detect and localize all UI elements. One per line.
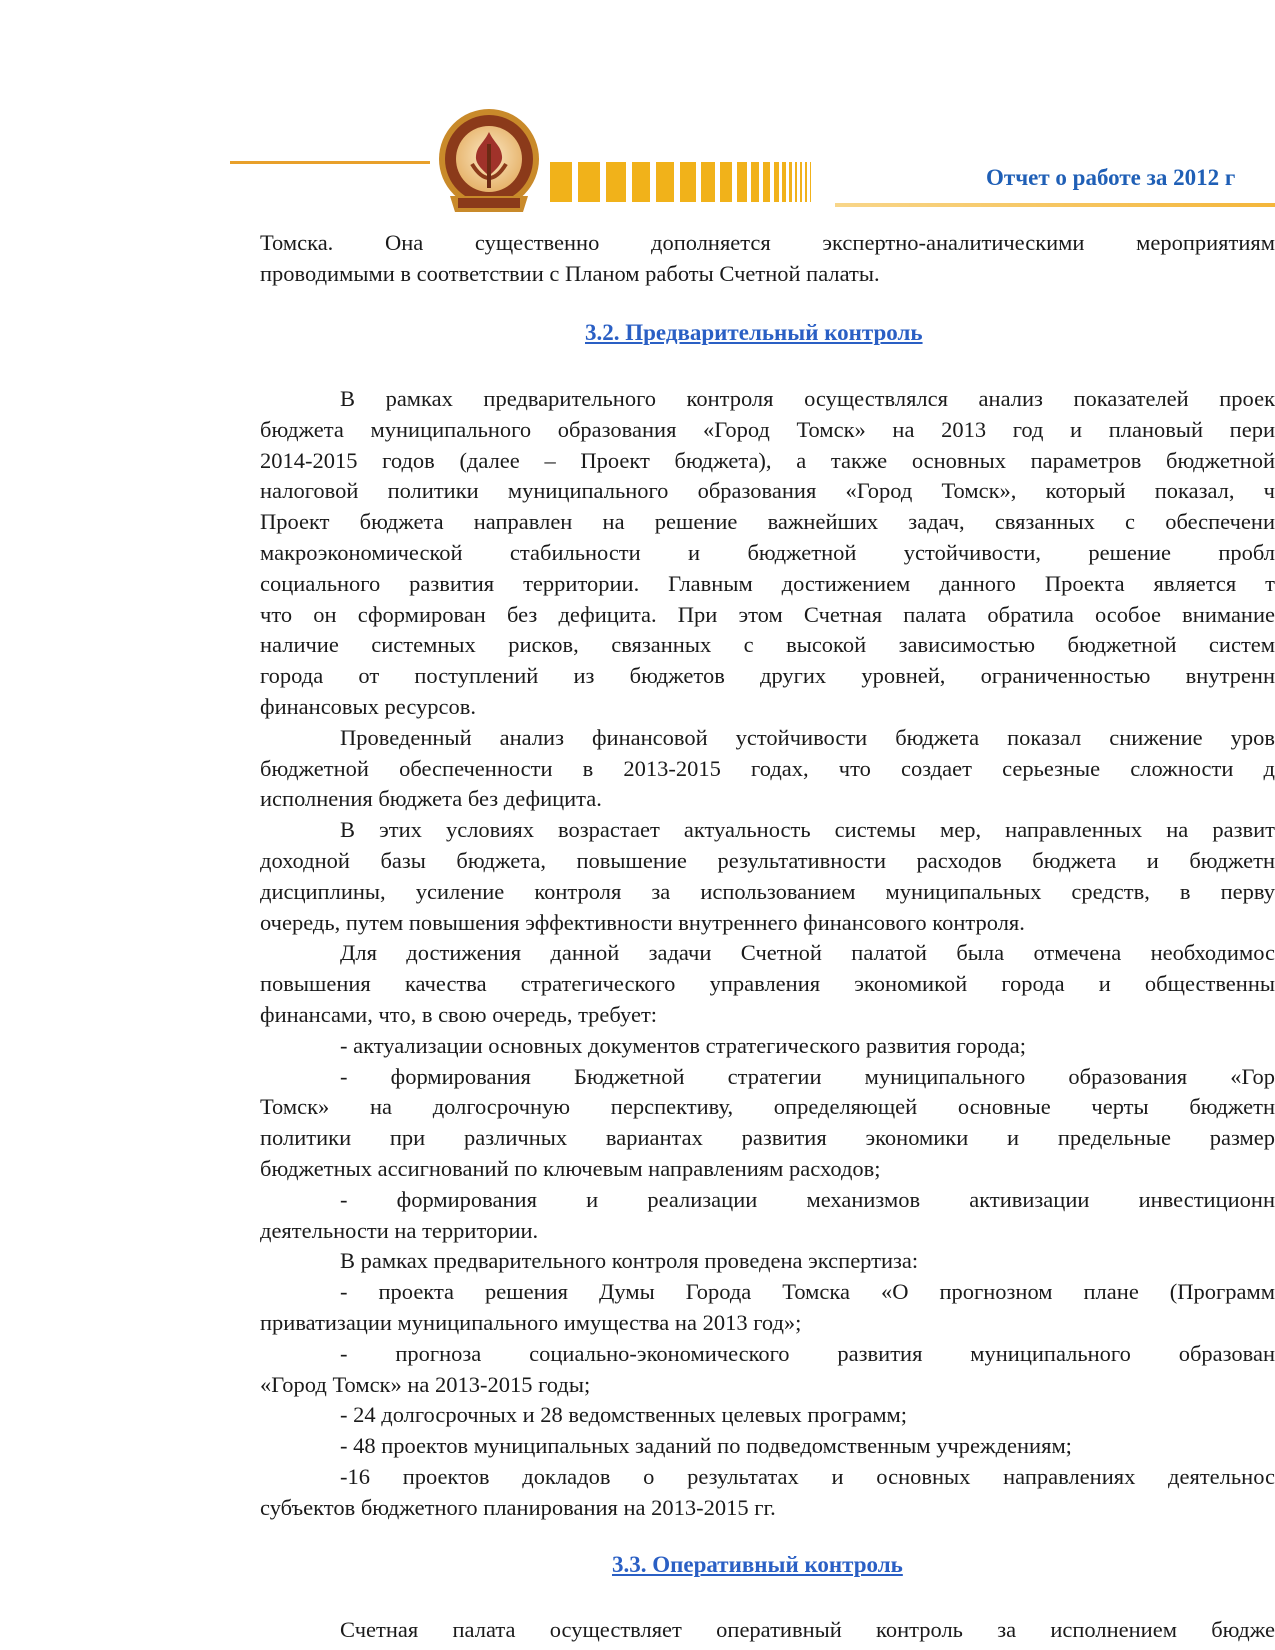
list-item: - прогноза социально-экономического развития муниципального образован: [340, 1340, 1275, 1366]
page-header: [0, 0, 1275, 230]
list-item: - формирования и реализации механизмов активизации инвестиционн: [340, 1186, 1275, 1212]
paragraph-line: Для достижения данной задачи Счетной палатой была отмечена необходимос: [340, 940, 1275, 966]
section-heading-3-3: 3.3. Оперативный контроль: [612, 1552, 903, 1577]
paragraph-line: налоговой политики муниципального образования «Город Томск», который показал, ч: [260, 478, 1275, 504]
header-stripe-bar: [550, 162, 811, 202]
paragraph-line: что он сформирован без дефицита. При этом Счетная палата обратила особое внимание: [260, 601, 1275, 627]
paragraph-line: макроэкономической стабильности и бюджетной устойчивости, решение пробл: [260, 539, 1275, 565]
list-item: - формирования Бюджетной стратегии муниципального образования «Гор: [340, 1063, 1275, 1089]
paragraph-line: дисциплины, усиление контроля за использованием муниципальных средств, в перву: [260, 878, 1275, 904]
paragraph-line: доходной базы бюджета, повышение результативности расходов бюджета и бюджетн: [260, 847, 1275, 873]
paragraph-line: финансовых ресурсов.: [260, 693, 477, 719]
paragraph-line: субъектов бюджетного планирования на 2013-2015 гг.: [260, 1494, 776, 1520]
paragraph-line: бюджетной обеспеченности в 2013-2015 годах, что создает серьезные сложности д: [260, 755, 1275, 781]
paragraph-line: В рамках предварительного контроля проведена экспертиза:: [340, 1248, 919, 1274]
section-3-2-body: [260, 384, 1275, 1523]
paragraph-line: очередь, путем повышения эффективности внутреннего финансового контроля.: [260, 909, 1025, 935]
paragraph-line: социального развития территории. Главным достижением данного Проекта является т: [260, 570, 1275, 596]
paragraph-line: В рамках предварительного контроля осуществлялся анализ показателей проек: [340, 386, 1275, 411]
emblem-logo-icon: [428, 104, 550, 222]
paragraph-line: города от поступлений из бюджетов других уровней, ограниченностью внутренн: [260, 663, 1275, 689]
paragraph-line: бюджета муниципального образования «Город Томск» на 2013 год и плановый пери: [260, 416, 1275, 442]
paragraph-line: политики при различных вариантах развития экономики и предельные размер: [260, 1125, 1275, 1151]
text-line: проводимыми в соответствии с Планом работы Счетной палаты.: [260, 260, 880, 286]
paragraph-line: Проект бюджета направлен на решение важнейших задач, связанных с обеспечени: [260, 509, 1275, 535]
header-orange-rule: [230, 161, 430, 164]
list-item: - 48 проектов муниципальных заданий по подведомственным учреждениям;: [340, 1433, 1072, 1459]
list-item: -16 проектов докладов о результатах и основных направлениях деятельнос: [340, 1463, 1275, 1489]
paragraph-line: «Город Томск» на 2013-2015 годы;: [260, 1371, 591, 1397]
paragraph-line: повышения качества стратегического управления экономикой города и общественны: [260, 971, 1275, 997]
list-item: - 24 долгосрочных и 28 ведомственных целевых программ;: [340, 1402, 908, 1428]
paragraph-line: 2014-2015 годов (далее – Проект бюджета), а также основных параметров бюджетной: [260, 447, 1275, 473]
paragraph-line: деятельности на территории.: [260, 1217, 539, 1243]
text-line: Томска. Она существенно дополняется экспертно-аналитическими мероприятиям: [260, 230, 1275, 255]
paragraph-line: исполнения бюджета без дефицита.: [260, 786, 602, 812]
paragraph-line: приватизации муниципального имущества на 2013 год»;: [260, 1309, 802, 1335]
header-underline: [835, 203, 1275, 207]
paragraph-line: В этих условиях возрастает актуальность системы мер, направленных на развит: [340, 817, 1275, 843]
paragraph-line: Томск» на долгосрочную перспективу, определяющей основные черты бюджетн: [260, 1094, 1275, 1120]
report-title: Отчет о работе за 2012 г: [986, 165, 1236, 190]
list-item: - актуализации основных документов стратегического развития города;: [340, 1032, 1026, 1058]
paragraph-line: наличие системных рисков, связанных с высокой зависимостью бюджетной систем: [260, 632, 1275, 658]
paragraph-line: бюджетных ассигнований по ключевым направлениям расходов;: [260, 1155, 881, 1181]
list-item: - проекта решения Думы Города Томска «О прогнозном плане (Программ: [340, 1279, 1275, 1305]
section-heading-3-2: 3.2. Предварительный контроль: [585, 320, 923, 345]
paragraph-line: Счетная палата осуществляет оперативный контроль за исполнением бюдже: [340, 1617, 1275, 1642]
document-body: [260, 228, 1275, 290]
paragraph-line: финансами, что, в свою очередь, требует:: [260, 1001, 658, 1027]
paragraph-line: Проведенный анализ финансовой устойчивости бюджета показал снижение уров: [340, 724, 1275, 750]
section-3-3-body: [260, 1615, 1275, 1646]
